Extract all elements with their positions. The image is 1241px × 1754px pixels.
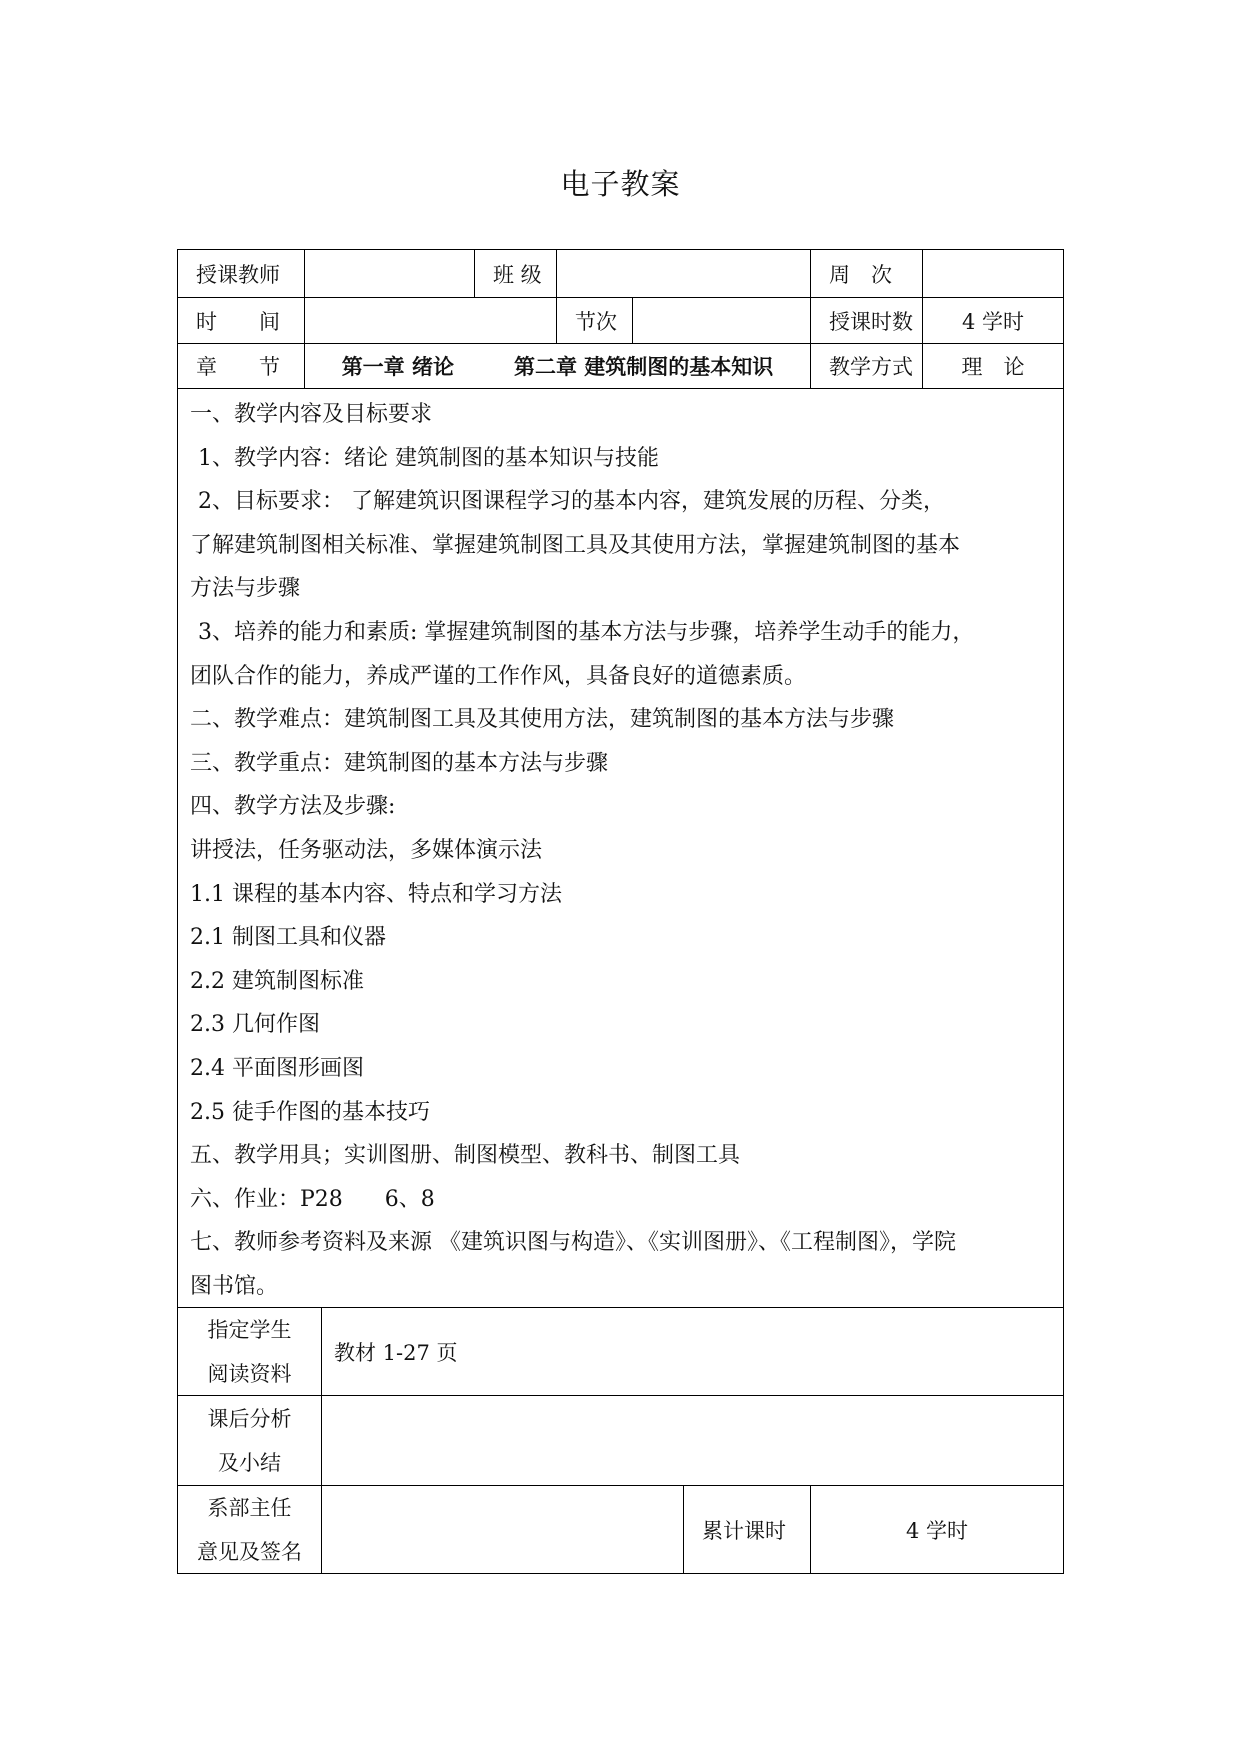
total-hours-label: 累计课时: [684, 1486, 811, 1573]
reading-value: 教材 1-27 页: [334, 1340, 458, 1365]
content-line: 2.5 徒手作图的基本技巧: [190, 1099, 430, 1125]
content-line: 3、培养的能力和素质: 掌握建筑制图的基本方法与步骤，培养学生动手的能力，: [198, 619, 975, 645]
chapter-value: [305, 344, 811, 388]
class-label: 班 级: [475, 250, 557, 297]
hours-value: 4 学时: [961, 309, 1025, 334]
teacher-label: 授课教师: [178, 250, 305, 297]
content-line: 七、教师参考资料及来源 《建筑识图与构造》、《实训图册》、《工程制图》，学院: [190, 1230, 956, 1256]
content-line: 一、教学内容及目标要求: [190, 402, 433, 427]
header-row-2: [177, 297, 1064, 343]
method-label: 教学方式: [811, 344, 923, 388]
reading-label-line1: 指定学生: [207, 1317, 292, 1342]
document-title: 电子教案: [560, 167, 681, 201]
approval-label: [178, 1486, 322, 1573]
chapter-one: 第一章 绪论: [341, 354, 454, 379]
approval-row: [177, 1485, 1064, 1574]
reading-label-line2: 阅读资料: [207, 1361, 292, 1386]
content-line: 五、教学用具；实训图册、制图模型、教科书、制图工具: [190, 1143, 741, 1169]
header-row-3: [177, 343, 1064, 388]
content-row: [177, 388, 1064, 1307]
content-line: 二、教学难点：建筑制图工具及其使用方法，建筑制图的基本方法与步骤: [190, 707, 895, 733]
summary-label: [178, 1396, 322, 1485]
content-line: 讲授法，任务驱动法，多媒体演示法: [190, 837, 543, 863]
hours-label: 授课时数: [811, 298, 923, 343]
approval-label-line2: 意见及签名: [197, 1539, 302, 1564]
time-label: 时 间: [178, 298, 305, 343]
content-line: 2.1 制图工具和仪器: [190, 925, 386, 951]
content-line: 1.1 课程的基本内容、特点和学习方法: [190, 881, 562, 907]
time-field[interactable]: [305, 298, 557, 343]
chapter-two: 第二章 建筑制图的基本知识: [514, 354, 774, 379]
teacher-field[interactable]: [305, 250, 475, 297]
class-field[interactable]: [557, 250, 811, 297]
reading-row: [177, 1307, 1064, 1395]
approval-field[interactable]: [322, 1486, 684, 1573]
content-line: 团队合作的能力，养成严谨的工作作风，具备良好的道德素质。: [190, 663, 807, 689]
teaching-content: [178, 389, 1063, 1307]
method-value: 理 论: [961, 355, 1025, 379]
summary-row: [177, 1395, 1064, 1485]
content-line: 三、教学重点：建筑制图的基本方法与步骤: [190, 750, 609, 776]
content-line: 了解建筑制图相关标准、掌握建筑制图工具及其使用方法，掌握建筑制图的基本: [190, 532, 961, 558]
content-line: 图书馆。: [190, 1273, 279, 1299]
summary-field[interactable]: [322, 1396, 1063, 1485]
total-hours-value: 4 学时: [905, 1518, 969, 1543]
content-line: 六、作业：P28 6、8: [190, 1186, 435, 1212]
content-line: 方法与步骤: [190, 576, 301, 602]
session-field[interactable]: [633, 298, 811, 343]
reading-label: [178, 1308, 322, 1395]
content-line: 四、教学方法及步骤:: [190, 794, 396, 820]
summary-label-line1: 课后分析: [207, 1406, 292, 1431]
content-line: 2.2 建筑制图标准: [190, 968, 364, 994]
week-field[interactable]: [923, 250, 1063, 297]
session-label: 节次: [557, 298, 633, 343]
content-line: 2.3 几何作图: [190, 1012, 320, 1038]
content-line: 1、教学内容：绪论 建筑制图的基本知识与技能: [198, 445, 659, 471]
content-line: 2、目标要求： 了解建筑识图课程学习的基本内容，建筑发展的历程、分类，: [198, 489, 945, 515]
header-row-1: [177, 249, 1064, 297]
content-line: 2.4 平面图形画图: [190, 1055, 364, 1081]
summary-label-line2: 及小结: [218, 1450, 281, 1475]
week-label: 周 次: [811, 250, 923, 297]
chapter-label: 章 节: [178, 344, 305, 388]
lesson-plan-table: [177, 249, 1064, 1574]
approval-label-line1: 系部主任: [207, 1495, 292, 1520]
